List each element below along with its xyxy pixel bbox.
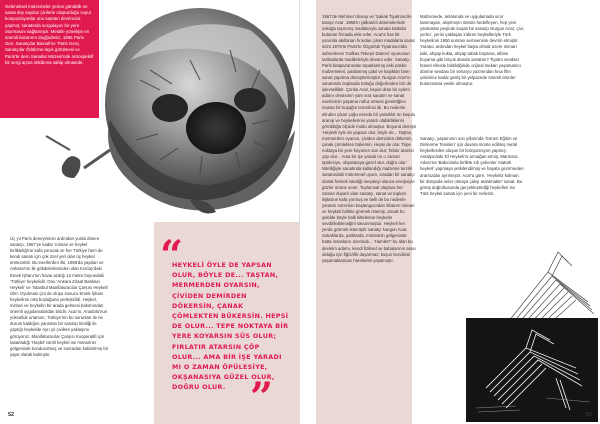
left-body-column: [10, 236, 110, 408]
left-body-text: Üç yıl Paris deneyiminin ardından yurda dönen sanatçı, 1967'ye kadar 'mimari ve heykel birlikteliği'ne kafa yorucak ve her Türkiye hem de kendi sanatı için çok özel yeri olan üç heykel üretecektir. Bu eserlerden ilki, 1966'da yapılan ve Ankara'nın ilk gökdelenlerinden olan Kızılay'daki Emek İşhanı'nın havai azdığı 13 metre boyundaki 'Türkiye' heykelidir. Onu 'Ankara Ziraat Bankası Heykeli' ve 'İstanbul Manifaturacılar Çarşısı Heykeli' izler. Oyulması çini de oluşu sonucu Emek İşhanı heykelinin orta boşluğuna yerleştirildi. Heykel, mimari ve heykelin bir arada gelmesi bakımından önemli uygulamalardan biridir. Acar'ın, Anadolu'nun yoksulluk ortamını, Türkiye'nin bu sorunları ile ne durum kaldığını yansıtan bir sanatçı kimliği ile yaptığı heykelde Ayrı yıl çivilere yaklaşımı görüyoruz. Manifaturacılar Çarşısı Kooperatifi için tasarladığı 'Haşlet' isimli heykel ise mimarinin gölgesinde kondurulmuş ve sonradan kaldırılmış bir yapıt olarak kalmıştır.: [10, 236, 109, 357]
right-col1-text: 1967'de Mehmet Ulusoy ve 'Şakak Tiyatrosu'ile tanışır Acar. 1968'in çalkantılı dönemlerinde sokağa taşınmış madalarıyla sanata katkıda bulunan firmada ekle eder. Acar'a has bir yorumla akıllanan fırından çıkan madalarla sanat sözü 1975'te Paris'te Özgürlük Tiyatrosu'nda sahnelenen 'Kafkas Tebeşir Dairesi' oyununun tarikatlarda maddeleriyle devam eder. Sanatçı, Paris bitapazarından toparlanmış eski püskü malzemeleri, paslanmış çakıl ve kaşıkları birer sanat yapıtına dönüştürmüştür. Nurgun Acar'ın sanatında önplanda tuttuğu değerlerden biri de işlevselliktir. Çünkü Acar, beyiel dran bir eylem adamı olmasının yanı sıra sanatın ve sanat eserlerinin yaşama nüfuz etmesi gerektiğine inanan bir kuşağın temsilcisi idi. Bu nedenle elinden çıkan çoğu eserde bir yararlılık ön koşulu aranıp ve heykellerinin yararlı olabildiklerini görüldüğü ölçüde mutlu olmuştur. Boyuna demişti 'Heykeli öyle de yapsan olur, böyle de... Taştan, mermerden oyarsın, çividen demirden dökersin, çanak çömlekten bükersin. Hepsi de olur. Tepe noktaya bir yere koyarsın süs olur; fırlatır atarsın çöp olur... Ama bir işe yaradı mı o zaman öpülesiye, okşanasıya güzel olur, doğru olur.' Nitelliğiyle sanatında kullandığı malzeme tercihi sanatındaki mütemmel uyum, sıradan bir sanatçı olarak fetmek istediği meşaleyi olanca enerjisiyle gözler önüne serer. Toplumsal olaylara her zaman duyarlı olan sanatçı, sanat ve toplum ilişkisine kafa yormuş ve belli de bu nedenle yaratım sürecinin başlangıcından itibaren mimari ve heykeli birlikte görmek istemiş; ancak bu şekilde böyle halk kitlelerine heykelin sevdirilebileceğini savunmuştur. Heykeli her yerde görmek istemiştir sanatçı Nurgun Acar. Sokaklarda, parklarda, mimarinin gölgesinde hatta insanların üzerinde... 'Hamlet?' bu alan bu devinim adamı, kendi fiziksel ve babalarının arası olduğu için fiğılı/ıfik duyarmaz; kuşun kendisini yaşamaktaması hareketini yaşamıştır.: [322, 14, 416, 263]
intro-highlight-box: [0, 0, 99, 118]
open-quote-icon: “: [160, 232, 184, 279]
right-page: [300, 0, 600, 424]
right-col3-text: Sanatçı, yaşamının son yıllarında 'Gönen Eğitim ve Dinlenme Tesisleri' için duvara monte edilmiş metal heykellerden oluşan bir kompozisyon yapmış; Antalya'daki 'El Heykeli'ni armağan etmiş; Marmara Adası'na 'Bakıcılarla birlikte sıfı çekenler Atatürk heykeli' yapmaya yetkilendirmiş ve hayata gecirmeden aramızdan ayrılmıştır. Acar'a göre, 'Heykeliz kolman bir dünyada neler olmaya çalışı anlatmaktır' sanat. Bu görüş doğrultusunda gerçekleştirdiği heykelleri ise Türk heykel sanatı için yeni bir nefestir.: [420, 136, 524, 196]
page-number-right: 53: [585, 412, 592, 418]
wire-sculpture-photo-2: [466, 318, 598, 422]
right-body-column-1: [322, 14, 416, 410]
page-number-left: 52: [8, 412, 15, 418]
pull-quote: HEYKELİ ÖYLE DE YAPSAN OLUR, BÖYLE DE... TAŞTAN, MERMERDEN OYARSIN, ÇİVİDEN DEMİRDEN DÖKERSİN, ÇANAK ÇÖMLEKTEN BÜKERSİN. HEPSİ DE OLUR... TEPE NOKTAYA BİR YERE KOYARSIN SÜS OLUR; FIRLATIR ATARSIN ÇÖP OLUR... AMA BİR İŞE YARADI MI O ZAMAN ÖPÜLESİYE, OKŞANASIYA GÜZEL OLUR, DOĞRU OLUR.: [172, 261, 289, 392]
right-body-column-2: [420, 14, 524, 129]
right-body-column-3: [420, 136, 524, 242]
right-col2-text: Malzemede, anlatımda ve uygulamada sınır tanımayan, alışılmışın ötesini hedefleyen, hep yeni yaratımlar peşinde koşan bir sanatçı Nurgun Acar; çivi, yerlez, yerini yaklaşan iridiren heykelleriyle Türk heykelinin 1950 sonrası serüveninin devrim etmiştir. Yaratıcı ardından heykel başta olmak üzere mimari tabi, ahşap kukla, ahşap tabak boyama, elbise boyama gibi birçok alanda sanatını? Tiyatro sevdası hüneri ellerde bitirildiğinde orijinal mekan yaşamasını dönme sevdası bir senaryo yazmından kısa film çekimine kadar genlş bir yelpazede önemli ürünler bulunmama vesile olmuştur.: [420, 14, 524, 87]
close-quote-icon: ”: [250, 374, 274, 421]
intro-highlight-text: Geleneksel malzemeler yerine gündelik ve sanat dışı sayılan çivilerle oluşturduğu soyut kompozisyonlar onu sanatın devrimcisi yapmış; sanatında sorgulayıcı bir yere oturmasını sağlamıştır. Metalle yönelişin en önemli kazanımı duyğudesiz, 1965 Paris Gen. Sanatçılar Bienali'ne 'Paris Genç Sanatçılar Ödülü'ne layık görülmesi ve Paris'te dern Sanatlar Müzesi'nde retrospektif bir sergi açma imkânına sahip olmasıdır.: [5, 4, 94, 65]
